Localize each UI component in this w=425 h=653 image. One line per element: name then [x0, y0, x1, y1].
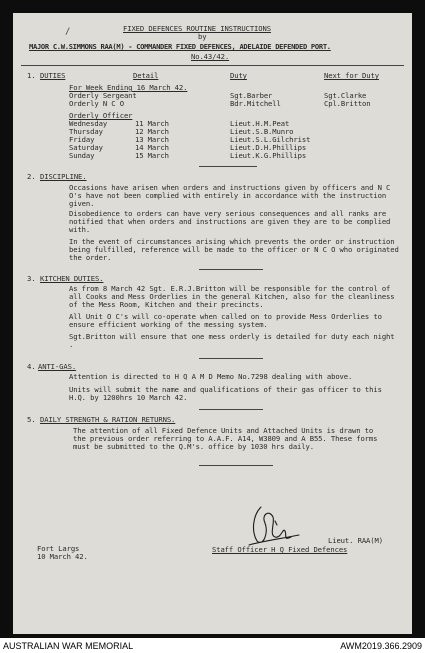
column-duty: Duty [230, 71, 247, 80]
section-divider [199, 409, 263, 410]
roster-officer: Lieut.D.H.Phillips [230, 143, 307, 152]
section-3-number: 3. [27, 274, 36, 283]
kitchen-paragraph: All Unit O C's will co-operate when called on to provide Mess Orderlies to ensure efficient working of the messing system. [69, 312, 382, 330]
kitchen-paragraph: As from 8 March 42 Sgt. E.R.J.Britton will be responsible for the control of all Cooks and Mess Orderlies in the general Kitchen, also for the cleanliness of the Mess Room, Kitchen and their precincts. [69, 284, 395, 310]
roster-day: Thursday [69, 127, 103, 136]
week-ending: For Week Ending 16 March 42. [69, 83, 188, 92]
instruction-number: No.43/42. [191, 52, 230, 61]
orderly-sergeant-next: Sgt.Clarke [324, 91, 367, 100]
strength-paragraph: The attention of all Fixed Defence Units and Attached Units is drawn to the previous order referring to A.A.F. A14, W3809 and A B55. These forms must be submitted to the Q.M's. office by 1030 hrs daily. [73, 426, 378, 452]
section-5-heading: DAILY STRENGTH & RATION RETURNS. [40, 415, 176, 424]
orderly-sergeant-duty: Sgt.Barber [230, 91, 273, 100]
roster-day: Sunday [69, 151, 95, 160]
archive-reference: AWM2019.366.2909 [340, 641, 422, 651]
section-divider [199, 269, 263, 270]
handwritten-signature [239, 501, 303, 549]
section-4-number: 4. [27, 362, 36, 371]
document-title: FIXED DEFENCES ROUTINE INSTRUCTIONS [123, 24, 271, 33]
discipline-paragraph: Disobedience to orders can have very serious consequences and all ranks are notified that when orders and instructions are given they are to be complied with. [69, 209, 391, 235]
column-detail: Detail [133, 71, 159, 80]
roster-date: 14 March [135, 143, 169, 152]
section-divider [199, 358, 263, 359]
archive-footer [0, 639, 425, 653]
roster-officer: Lieut.S.B.Munro [230, 127, 294, 136]
roster-date: 13 March [135, 135, 169, 144]
section-divider [199, 465, 273, 466]
document-page [13, 13, 412, 634]
kitchen-paragraph: Sgt.Britton will ensure that one mess orderly is detailed for duty each night . [69, 332, 395, 350]
orderly-officer-heading: Orderly Officer [69, 111, 133, 120]
roster-date: 11 March [135, 119, 169, 128]
orderly-nco-next: Cpl.Britton [324, 99, 371, 108]
signatory-title: Staff Officer H Q Fixed Defences [212, 545, 348, 554]
archive-name: AUSTRALIAN WAR MEMORIAL [3, 641, 134, 651]
column-next-for-duty: Next for Duty [324, 71, 379, 80]
orderly-nco-label: Orderly N C O [69, 99, 124, 108]
section-4-heading: ANTI-GAS. [38, 362, 77, 371]
roster-day: Saturday [69, 143, 103, 152]
section-5-number: 5. [27, 415, 36, 424]
section-3-heading: KITCHEN DUTIES. [40, 274, 104, 283]
roster-officer: Lieut.H.M.Peat [230, 119, 290, 128]
issue-place: Fort Largs [37, 544, 80, 553]
header-by: by [198, 32, 207, 41]
roster-officer: Lieut.K.G.Phillips [230, 151, 307, 160]
roster-officer: Lieut.S.L.Gilchrist [230, 135, 311, 144]
orderly-nco-duty: Bdr.Mitchell [230, 99, 281, 108]
orderly-sergeant-label: Orderly Sergeant [69, 91, 137, 100]
antigas-paragraph: Units will submit the name and qualifications of their gas officer to this H.Q. by 1200hrs 10 March 42. [69, 385, 382, 403]
antigas-paragraph: Attention is directed to H Q A M D Memo No.7298 dealing with above. [69, 372, 353, 381]
section-1-heading: DUTIES [40, 71, 66, 80]
roster-day: Friday [69, 135, 95, 144]
section-divider [199, 166, 257, 167]
section-2-number: 2. [27, 172, 36, 181]
section-1-number: 1. [27, 71, 36, 80]
issue-date: 10 March 42. [37, 552, 88, 561]
pencil-mark: / [65, 27, 71, 37]
signatory-rank: Lieut. RAA(M) [328, 536, 383, 545]
roster-day: Wednesday [69, 119, 108, 128]
discipline-paragraph: In the event of circumstances arising which prevents the order or instruction being fulfilled, reference will be made to the officer or N C O who originated the order. [69, 237, 399, 263]
section-2-heading: DISCIPLINE. [40, 172, 87, 181]
roster-date: 15 March [135, 151, 169, 160]
authority-line: MAJOR C.W.SIMMONS RAA(M) - COMMANDER FIXED DEFENCES, ADELAIDE DEFENDED PORT. [29, 42, 331, 51]
header-rule [21, 65, 404, 66]
discipline-paragraph: Occasions have arisen when orders and instructions given by officers and N C O's have not been complied with entirely in accordance with the instruction given. [69, 183, 391, 209]
roster-date: 12 March [135, 127, 169, 136]
